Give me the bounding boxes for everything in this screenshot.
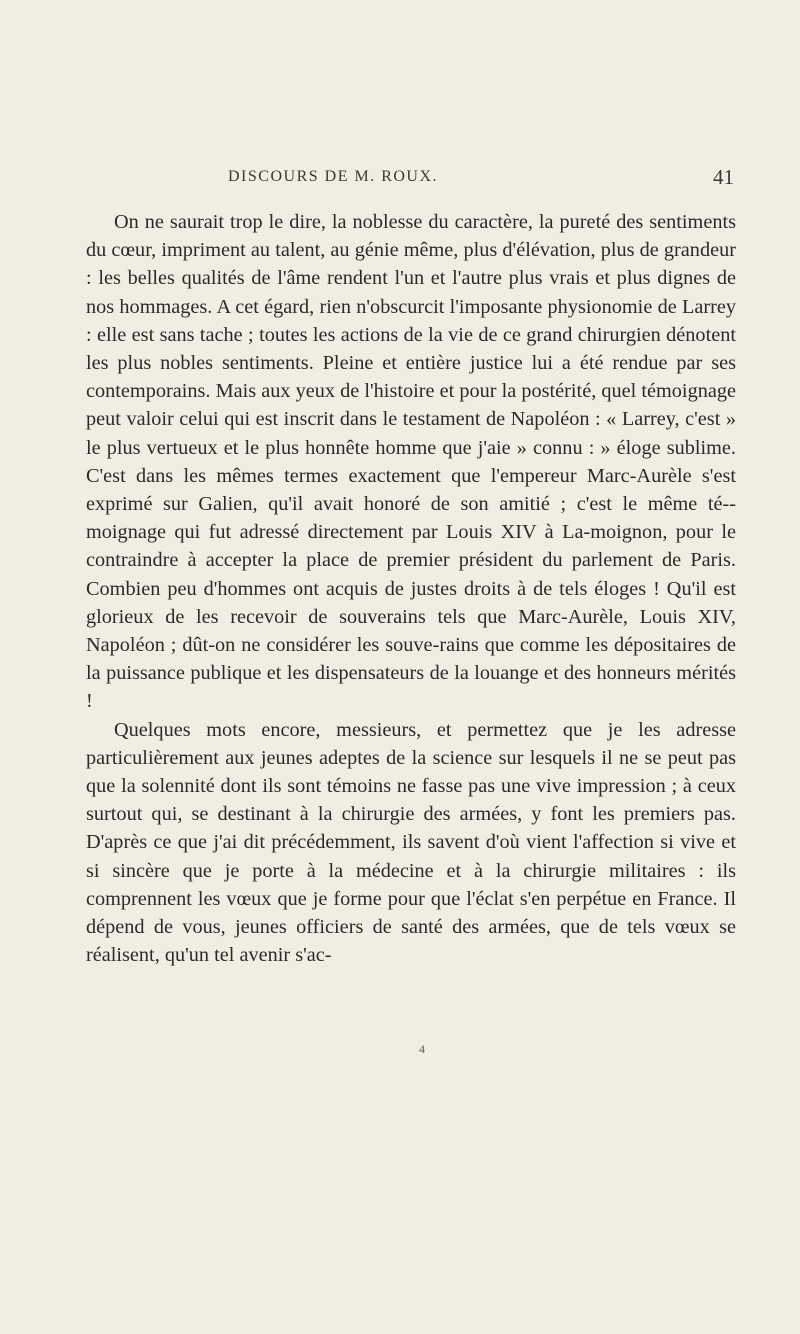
- paragraph: Quelques mots encore, messieurs, et permettez que je les adresse particulièrement aux jeunes adeptes de la science sur lesquels il ne se peut pas que la solennité dont ils sont témoins ne fasse pas une vive impression ; à ceux surtout qui, se destinant à la chirurgie des armées, y font les premiers pas. D'après ce que j'ai dit précédemment, ils savent d'où vient l'affection si vive et si sincère que je porte à la médecine et à la chirurgie militaires : ils comprennent les vœux que je forme pour que l'éclat s'en perpétue en France. Il dépend de vous, jeunes officiers de santé des armées, que de tels vœux se réalisent, qu'un tel avenir s'ac-: [86, 718, 736, 967]
- body-text: [86, 208, 736, 969]
- page-header: [88, 165, 734, 192]
- paragraph: On ne saurait trop le dire, la noblesse du caractère, la pureté des sentiments du cœur, impriment au talent, au génie même, plus d'élévation, plus de grandeur : les belles qualités de l'âme rendent l'un et l'autre plus vrais et plus dignes de nos hommages. A cet égard, rien n'obscurcit l'imposante physionomie de Larrey : elle est sans tache ; toutes les actions de la vie de ce grand chirurgien dénotent les plus nobles sentiments. Pleine et entière justice lui a été rendue par ses contemporains. Mais aux yeux de l'histoire et pour la postérité, quel témoignage peut valoir celui qui est inscrit dans le testament de Napoléon : « Larrey, c'est » le plus vertueux et le plus honnête homme que j'aie » connu : » éloge sublime. C'est dans les mêmes termes exactement que l'empereur Marc-Aurèle s'est exprimé sur Galien, qu'il avait honoré de son amitié ; c'est le même té-moignage qui fut adressé directement par Louis XIV à La-moignon, pour le contraindre à accepter la place de premier président du parlement de Paris. Combien peu d'hommes ont acquis de justes droits à de tels éloges ! Qu'il est glorieux de les recevoir de souverains tels que Marc-Aurèle, Louis XIV, Napoléon ; dût-on ne considérer les souve-rains que comme les dépositaires de la puissance publique et les dispensateurs de la louange et des honneurs mérités !: [86, 211, 736, 713]
- signature-mark: 4: [419, 1042, 425, 1056]
- page-number: 41: [713, 165, 734, 189]
- running-head: DISCOURS DE M. ROUX.: [228, 168, 439, 185]
